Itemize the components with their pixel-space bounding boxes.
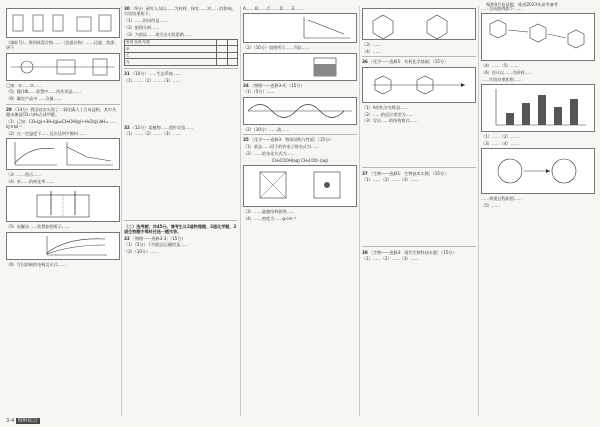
table-header: 组别 处理 结果: [125, 39, 217, 45]
section-heading: （二）选考题：共45分。请考生从2道物理题、2道化学题、2道生物题中每科任选一题作答。: [124, 223, 237, 234]
question-text: （1）……（2）……（3）……: [124, 77, 181, 83]
question-text: （3）……（4）……: [481, 140, 519, 146]
pv-graph-drawing: [244, 14, 356, 42]
bar-graph-figure: [481, 84, 595, 132]
text-block: [124, 85, 238, 125]
question-38-stem: [362, 250, 476, 255]
question-number: 38: [362, 249, 368, 255]
vector-diagram-figure: [481, 148, 595, 194]
question-text: ［化学——选修5：有机化学基础］（15分）: [368, 59, 449, 65]
column-divider: [478, 6, 479, 416]
crystal-drawing: [244, 166, 356, 206]
question-text: ……合成路线如下……: [481, 6, 522, 11]
question-text: （3）……晶胞结构如图……: [243, 209, 295, 215]
question-text: （1）已知：CO₂(g)+3H₂(g)⇌CH₃OH(g)+H₂O(g) ΔH=……kJ·mol⁻¹: [6, 118, 117, 130]
curve-drawing: [7, 233, 119, 259]
page-footer: [6, 417, 40, 424]
reaction-equation: CH₃COOH(aq) CH₃COO⁻(aq): [272, 157, 328, 163]
table-cell: [217, 59, 227, 65]
question-33-stem: [124, 236, 238, 241]
question-number: 36: [362, 59, 368, 65]
table-cell: 甲: [125, 46, 217, 52]
separator: [124, 220, 238, 221]
question-text: （1）A的化学名称是……: [362, 104, 409, 110]
question-text: （14分）我国首次实现了二氧化碳人工合成淀粉，其中关键步骤是CO₂与H₂合成甲醇。: [6, 106, 117, 118]
cylinder-drawing: [244, 54, 356, 80]
table-cell: 乙: [125, 52, 217, 58]
structure-figure: [362, 8, 476, 40]
question-text: （3）……图示……: [6, 172, 42, 178]
table-cell: [227, 59, 237, 65]
question-text: ……构建过程如图……: [481, 196, 522, 202]
question-text: （3）为验证……请写出实验思路……: [124, 31, 192, 37]
separator: [6, 104, 120, 105]
question-text: （6）确定产品中……含量……: [6, 96, 62, 102]
question-text: （6）写出阴极的电极反应式……: [6, 261, 66, 267]
question-text: （5）……: [481, 203, 500, 209]
question-number: 28: [6, 106, 12, 112]
question-34-stem: [243, 83, 357, 88]
text-block: [362, 125, 476, 165]
experiment-table: [124, 39, 238, 66]
separator: [124, 68, 238, 69]
question-text: （1）基态……原子的价电子排布式为……: [243, 144, 320, 150]
question-text: （1）……（2）……: [481, 134, 519, 140]
cylinder-figure: [243, 53, 357, 81]
question-text: （9分）研究人员以……为材料，探究……对……的影响，实验结果如下。: [124, 6, 236, 17]
synthesis-route-figure: [362, 67, 476, 103]
structure-drawing: [363, 9, 475, 39]
synthesis-drawing: [482, 14, 594, 60]
question-text: （4）若……的转化率……: [6, 179, 54, 185]
table-cell: 丙: [125, 59, 217, 65]
column-2: [124, 6, 238, 414]
question-text: （2）……的杂化方式为……: [243, 150, 295, 156]
electrolysis-figure: [6, 186, 120, 222]
question-32-stem: [124, 125, 238, 130]
graph-drawing: [7, 139, 119, 169]
separator: [362, 56, 476, 57]
question-text: （5）电解法……装置如图所示……: [6, 224, 70, 230]
column-divider: [121, 6, 122, 416]
question-text: （2）……的反应类型为……: [362, 111, 414, 117]
question-text: （4）……密度为……g·cm⁻³: [243, 215, 297, 221]
separator: [243, 134, 357, 135]
bar-graph-drawing: [482, 85, 594, 131]
question-37-stem: [362, 171, 476, 176]
vector-diagram-drawing: [482, 149, 594, 193]
question-text: ［化学——选修3：物质结构与性质］（15分）: [249, 137, 334, 143]
text-block: [362, 184, 476, 244]
question-text: （12分）某植物……遗传实验……: [130, 124, 194, 130]
separator: [362, 246, 476, 247]
column-1: [6, 6, 120, 414]
page-number: 3-4: [6, 418, 15, 424]
question-text: （1）……（2）……（3）……: [362, 256, 419, 262]
electrolysis-drawing: [7, 187, 119, 221]
wave-figure: [243, 97, 357, 125]
synthesis-figure: [481, 13, 595, 61]
question-number: 33: [124, 235, 130, 241]
question-text: （3）写出……的结构简式……: [362, 118, 418, 124]
graph-figure: [6, 138, 120, 170]
question-number: 34: [243, 82, 249, 88]
question-number: 32: [124, 124, 130, 130]
text-block: [124, 138, 238, 218]
column-divider: [359, 6, 360, 416]
apparatus-figure: [6, 8, 120, 38]
wave-drawing: [244, 98, 356, 124]
separator: [362, 167, 476, 168]
question-text: （1）（5分）下列说法正确的是……: [124, 242, 189, 248]
question-30-stem: [124, 6, 238, 17]
question-text: （5）操作Ⅲ……装置中……的作用是……: [6, 89, 81, 95]
question-text: （1）……（2）……（3）……: [124, 131, 181, 137]
question-text: 已知：①……②……: [6, 82, 42, 88]
question-text: （1）……的场所是……: [124, 18, 168, 24]
question-31-stem: [124, 71, 238, 76]
column-divider: [240, 6, 241, 416]
question-text: （3）……: [362, 42, 381, 47]
question-28-stem: [6, 107, 120, 118]
column-5: [481, 6, 595, 414]
question-text: ［生物——选修1：生物技术实践］（15分）: [368, 170, 449, 176]
crystal-figure: [243, 165, 357, 207]
question-text: （填标号）。将固体混合物……（仪器名称）……过滤、洗涤、烘干: [6, 40, 119, 51]
question-text: （4）……（5）……: [481, 63, 519, 69]
question-text: A.……B.……C.……D.……E.……: [243, 6, 304, 11]
question-number: 30: [124, 6, 130, 11]
question-text: （2）在一定温度下……反应达到平衡时……: [6, 131, 87, 137]
question-text: （2）据图分析……: [124, 24, 160, 30]
question-text: （1）……（2）……（3）……: [362, 177, 419, 183]
question-number: 31: [124, 70, 130, 76]
header-note: 聚焦9月卷试题，推进2023年高考备考: [486, 2, 558, 7]
question-number: 37: [362, 170, 368, 176]
question-text: （2）（10分）如图所示……汽缸……: [243, 45, 310, 51]
column-3: [243, 6, 357, 414]
question-text: ［物理——选修3-3］（15分）: [130, 235, 186, 241]
question-text: （2）（10分）……: [124, 249, 159, 255]
question-text: （2）（10分）……波……: [243, 126, 290, 132]
question-text: （1）（5分）……: [243, 89, 275, 95]
question-text: （6）设计以……为原料……: [481, 70, 533, 76]
question-text: ［物理——选修3-4］（15分）: [249, 82, 305, 88]
subject-label: 理科综合: [17, 418, 38, 424]
apparatus-figure: [6, 53, 120, 81]
apparatus-drawing: [7, 9, 119, 37]
question-text: （4）……: [362, 48, 381, 54]
question-text: （10分）……生态系统……: [130, 70, 181, 76]
column-4: [362, 6, 476, 414]
apparatus-drawing: [7, 54, 119, 80]
question-text: ［生物——选修3：现代生物科技专题］（15分）: [368, 249, 457, 255]
question-text: ……实验结果如图……: [481, 76, 522, 82]
question-36-stem: [362, 59, 476, 64]
synthesis-route-drawing: [363, 68, 475, 102]
pv-graph-figure: [243, 13, 357, 43]
question-number: 35: [243, 137, 249, 143]
curve-figure: [6, 232, 120, 260]
question-35-stem: [243, 137, 357, 142]
